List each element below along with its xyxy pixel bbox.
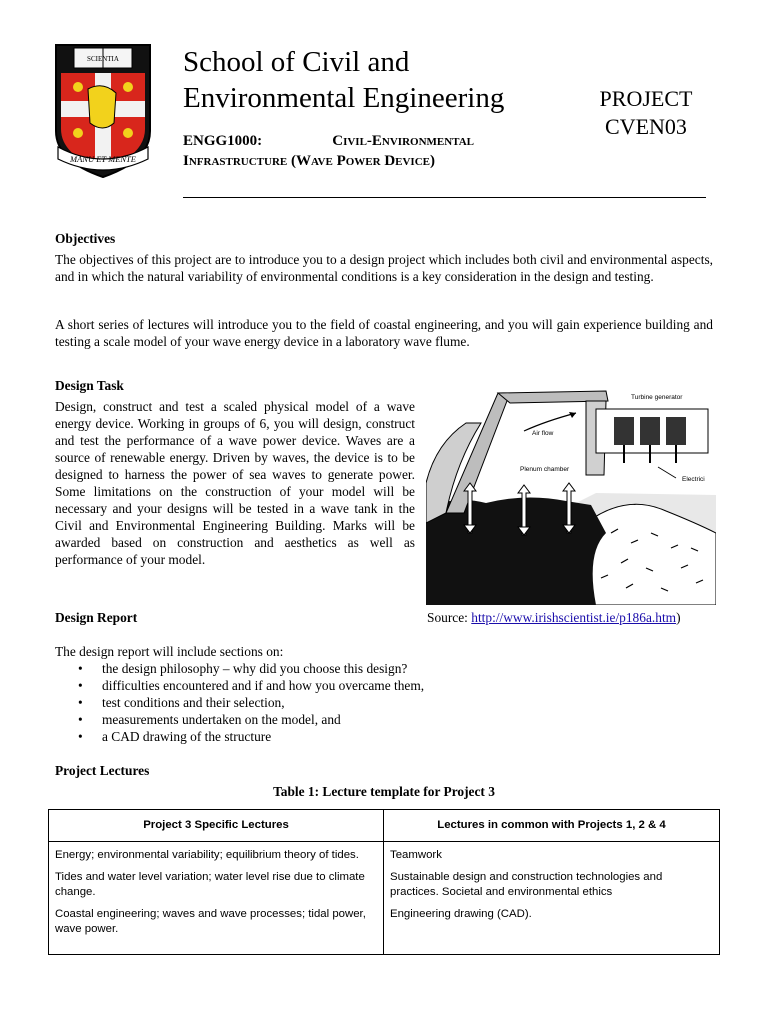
lecture-template-table bbox=[48, 809, 720, 955]
lecture-item: Tides and water level variation; water level rise due to climate change. bbox=[55, 871, 365, 898]
crest-motto-text: MANU ET MENTE bbox=[70, 154, 136, 164]
list-item: • the design philosophy – why did you choose this design? bbox=[78, 660, 424, 677]
label-plenum-chamber: Plenum chamber bbox=[520, 466, 570, 473]
objectives-paragraph-2: A short series of lectures will introduce you to the field of coastal engineering, and you will gain experience building and testing a scale model of your wave energy device in a laboratory wave flume. bbox=[55, 317, 713, 349]
list-item: • test conditions and their selection, bbox=[78, 694, 424, 711]
design-task-heading: Design Task bbox=[55, 378, 124, 393]
wave-power-device-diagram bbox=[426, 383, 716, 605]
school-title-line1: School of Civil and bbox=[183, 46, 410, 78]
course-name-part-c: (Wave bbox=[291, 153, 333, 169]
course-title bbox=[183, 131, 474, 171]
label-air-flow: Air flow bbox=[532, 430, 554, 437]
label-turbine-generator: Turbine generator bbox=[631, 394, 683, 401]
crest-book-text: SCIENTIA bbox=[87, 55, 119, 63]
course-name-part-d: Power bbox=[336, 153, 381, 169]
project-code bbox=[588, 85, 704, 141]
school-title-line2: Environmental Engineering bbox=[183, 82, 505, 114]
project-code-line1: PROJECT bbox=[599, 86, 693, 111]
list-item: • a CAD drawing of the structure bbox=[78, 728, 424, 745]
design-report-intro: The design report will include sections on: bbox=[55, 644, 284, 659]
table-header-row bbox=[49, 810, 720, 842]
source-suffix: ) bbox=[676, 610, 681, 625]
list-item: • difficulties encountered and if and how you overcame them, bbox=[78, 677, 424, 694]
unsw-crest-logo bbox=[54, 43, 152, 181]
design-report-list bbox=[78, 660, 424, 745]
design-task-paragraph: Design, construct and test a scaled physical model of a wave energy device. Working in groups of 6, you will design, construct and test the performance of a wave power device. Waves are a source of renewable energy. Driven by waves, the device is to be designed to harness the power of sea waves to generate power. Some limitations on the construction of your model will be necessary and your designs will be tested in a wave tank in the Civil and Environmental Engineering Building. Marks will be awarded based on construction and aesthetics as well as performance of your model. bbox=[55, 399, 415, 567]
column-header-common: Lectures in common with Projects 1, 2 & 4 bbox=[384, 810, 720, 842]
objectives-heading: Objectives bbox=[55, 231, 116, 246]
course-name-part-e: Device) bbox=[384, 153, 435, 169]
lecture-item: Energy; environmental variability; equilibrium theory of tides. bbox=[55, 849, 359, 861]
lecture-item: Coastal engineering; waves and wave processes; tidal power, wave power. bbox=[55, 908, 366, 935]
objectives-paragraph-1: The objectives of this project are to introduce you to a design project which includes both civil and environmental aspects, and in which the natural variability of environmental conditions is a key consideration in the design and testing. bbox=[55, 252, 713, 284]
design-report-heading: Design Report bbox=[55, 610, 138, 625]
course-name-part-b: Infrastructure bbox=[183, 153, 288, 169]
lecture-item: Teamwork bbox=[390, 849, 442, 861]
project-code-line2: CVEN03 bbox=[605, 114, 687, 139]
header-divider bbox=[183, 197, 706, 198]
figure-source bbox=[427, 609, 681, 626]
column-header-specific: Project 3 Specific Lectures bbox=[49, 810, 384, 842]
cell-common-lectures bbox=[384, 842, 720, 955]
table-caption: Table 1: Lecture template for Project 3 bbox=[273, 784, 495, 799]
project-lectures-heading: Project Lectures bbox=[55, 763, 150, 778]
source-link[interactable]: http://www.irishscientist.ie/p186a.htm bbox=[471, 610, 677, 625]
label-electricity: Electrici bbox=[682, 476, 705, 483]
lecture-item: Engineering drawing (CAD). bbox=[390, 908, 532, 920]
school-title bbox=[183, 44, 504, 116]
lecture-item: Sustainable design and construction technologies and practices. Societal and environmental ethics bbox=[390, 871, 663, 898]
table-row bbox=[49, 842, 720, 955]
source-prefix: Source: bbox=[427, 610, 472, 625]
course-code: ENGG1000: bbox=[183, 133, 263, 149]
course-name-part-a: Civil-Environmental bbox=[332, 133, 474, 149]
cell-specific-lectures bbox=[49, 842, 384, 955]
list-item: • measurements undertaken on the model, and bbox=[78, 711, 424, 728]
